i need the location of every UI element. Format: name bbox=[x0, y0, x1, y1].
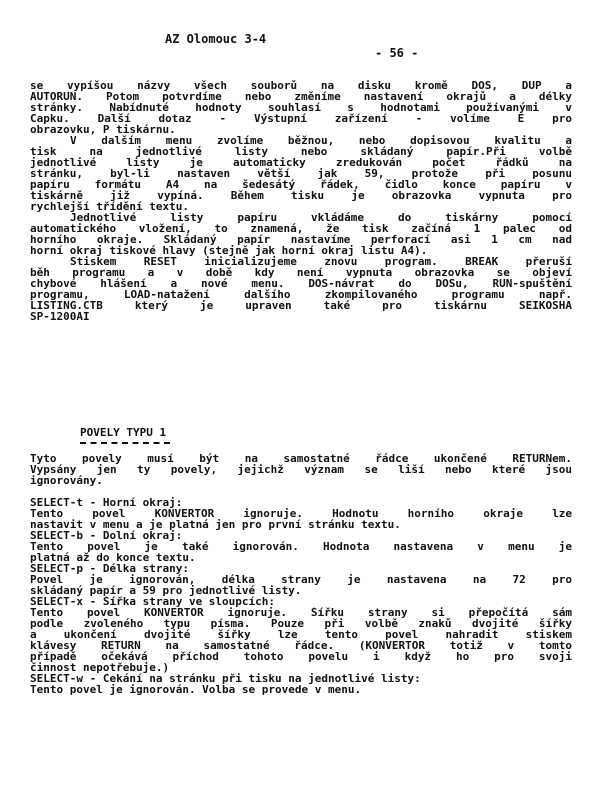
text-line: Capku. Další dotaz - Výstupní zařízení - volíme E pro bbox=[30, 113, 572, 124]
text-line: AUTORUN. Potom potvrdíme nebo změníme nastavení okrajů a délky bbox=[30, 91, 572, 102]
text-line: SELECT-w - Čekání na stránku při tisku na jednotlivé listy: bbox=[30, 673, 421, 684]
text-line: papíru formátu A4 na šedesátý řádek, čidlo konce papíru v bbox=[30, 179, 572, 190]
text-line: se vypíšou názvy všech souborů na disku kromě DOS, DUP a bbox=[30, 80, 572, 91]
text-line: nastavit v menu a je platná jen pro první stránku textu. bbox=[30, 519, 401, 530]
text-line: podle zvoleného typu písma. Pouze při volbě znaků dvojité šířky bbox=[30, 618, 572, 629]
text-line: chybové hlášení a nové menu. DOS-návrat do DOSu, RUN-spuštění bbox=[30, 278, 572, 289]
page-number: - 56 - bbox=[375, 46, 419, 60]
section-underline bbox=[80, 442, 170, 444]
text-line: horní okraj tiskové hlavy (stejně jak horní okraj listu A4). bbox=[30, 245, 428, 256]
text-line: ignorovány. bbox=[30, 475, 103, 486]
text-line: programu, LOAD-natažení dalšího zkompilovaného programu např. bbox=[30, 289, 572, 300]
document-title: AZ Olomouc 3-4 bbox=[165, 32, 267, 46]
text-line: jednotlivé listy je automaticky zredukován počet řádků na bbox=[30, 157, 572, 168]
text-line: platná až do konce textu. bbox=[30, 552, 196, 563]
text-line: stránku, byl-li nastaven větší jak 59, protože při posunu bbox=[30, 168, 572, 179]
text-line: skládaný papír a 59 pro jednotlivé listy. bbox=[30, 585, 302, 596]
text-line: SELECT-x - Šířka strany ve sloupcích: bbox=[30, 596, 276, 607]
text-line: SELECT-p - Délka strany: bbox=[30, 563, 189, 574]
text-line: obrazovku, P tiskárnu. bbox=[30, 124, 176, 135]
text-line: Stiskem RESET inicializujeme znovu program. BREAK přeruší bbox=[70, 256, 572, 267]
text-line: klávesy RETURN na samostatné řádce. (KONVERTOR totiž v tomto bbox=[30, 640, 572, 651]
text-line: Tento povel je také ignorován. Hodnota nastavena v menu je bbox=[30, 541, 572, 552]
text-line: Tento povel KONVERTOR ignoruje. Hodnotu horního okraje lze bbox=[30, 508, 572, 519]
text-line: horního okraje. Skládaný papír nastavíme perforací asi 1 cm nad bbox=[30, 234, 572, 245]
text-line: stránky. Nabídnuté hodnoty souhlasí s hodnotami používanými v bbox=[30, 102, 572, 113]
text-line: rychlejší třídění textu. bbox=[30, 201, 189, 212]
text-line: Povel je ignorován, délka strany je nastavena na 72 pro bbox=[30, 574, 572, 585]
text-line: tisk na jednotlivé listy nebo skládaný papír.Při volbě bbox=[30, 146, 572, 157]
page-header bbox=[150, 18, 450, 74]
text-line: činnost nepotřebuje.) bbox=[30, 662, 170, 673]
paragraph-block-commands bbox=[30, 453, 572, 695]
text-line: Tyto povely musí být na samostatné řádce ukončené RETURNem. bbox=[30, 453, 572, 464]
text-line: běh programu a v době kdy není vypnuta obrazovka se objeví bbox=[30, 267, 572, 278]
section-title: POVELY TYPU 1 bbox=[80, 426, 167, 439]
text-line: SELECT-t - Horní okraj: bbox=[30, 497, 183, 508]
text-line: Vypsány jen ty povely, jejichž význam se liší nebo které jsou bbox=[30, 464, 572, 475]
paragraph-block-intro bbox=[30, 80, 572, 322]
text-line bbox=[30, 486, 572, 497]
text-line: automatického vložení, to znamená, že tisk začíná 1 palec od bbox=[30, 223, 572, 234]
text-line: SP-1200AI bbox=[30, 311, 90, 322]
text-line: případě očekává příchod tohoto povelu i když ho pro svoji bbox=[30, 651, 572, 662]
text-line: a ukončení dvojité šířky lze tento povel nahradit stiskem bbox=[30, 629, 572, 640]
text-line: Tento povel KONVERTOR ignoruje. Šířku strany si přepočítá sám bbox=[30, 607, 572, 618]
text-line: V dalším menu zvolíme běžnou, nebo dopisovou kvalitu a bbox=[70, 135, 572, 146]
text-line: Jednotlivé listy papíru vkládáme do tiskárny pomocí bbox=[70, 212, 572, 223]
text-line: LISTING.CTB který je upraven také pro tiskárnu SEIKOSHA bbox=[30, 300, 572, 311]
text-line: tiskárně již vypíná. Během tisku je obrazovka vypnuta pro bbox=[30, 190, 572, 201]
text-line: Tento povel je ignorován. Volba se provede v menu. bbox=[30, 684, 362, 695]
text-line: SELECT-b - Dolní okraj: bbox=[30, 530, 183, 541]
